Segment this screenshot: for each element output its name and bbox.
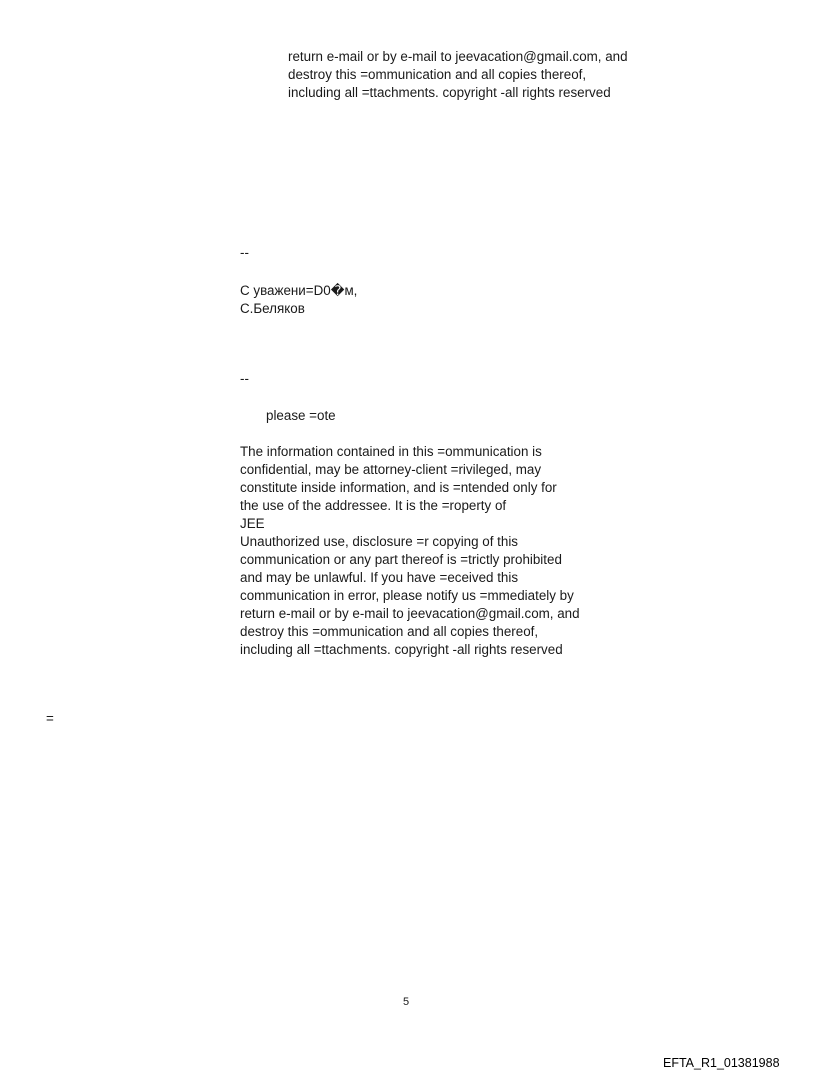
text-line: communication or any part thereof is =trictly prohibited: [240, 552, 562, 567]
signature-block: [240, 282, 357, 318]
text-line: destroy this =ommunication and all copies thereof,: [240, 624, 539, 639]
confidentiality-disclaimer: [240, 443, 580, 659]
page-number: 5: [403, 996, 410, 1008]
text-line: return e-mail or by e-mail to jeevacation@gmail.com, and: [288, 49, 628, 64]
disclaimer-fragment-top: [288, 48, 628, 102]
text-line: communication in error, please notify us =mmediately by: [240, 588, 574, 603]
stray-equals-char: =: [46, 711, 54, 726]
text-line: destroy this =ommunication and all copies thereof,: [288, 67, 587, 82]
text-line: The information contained in this =ommunication is: [240, 444, 542, 459]
footer-separator: --: [240, 371, 249, 386]
text-line: constitute inside information, and is =ntended only for: [240, 480, 557, 495]
text-line: Unauthorized use, disclosure =r copying of this: [240, 534, 519, 549]
text-line: the use of the addressee. It is the =roperty of: [240, 498, 507, 513]
signature-greeting: С уважени=D0�м,: [240, 283, 358, 298]
text-line: JEE: [240, 516, 265, 531]
text-line: including all =ttachments. copyright -all rights reserved: [240, 642, 563, 657]
signature-name: С.Беляков: [240, 301, 305, 316]
text-line: return e-mail or by e-mail to jeevacation@gmail.com, and: [240, 606, 580, 621]
text-line: confidential, may be attorney-client =rivileged, may: [240, 462, 542, 477]
bates-number: EFTA_R1_01381988: [663, 1056, 780, 1070]
text-line: including all =ttachments. copyright -all rights reserved: [288, 85, 611, 100]
signature-separator: --: [240, 245, 249, 260]
note-heading: please =ote: [266, 408, 336, 423]
text-line: and may be unlawful. If you have =eceived this: [240, 570, 519, 585]
